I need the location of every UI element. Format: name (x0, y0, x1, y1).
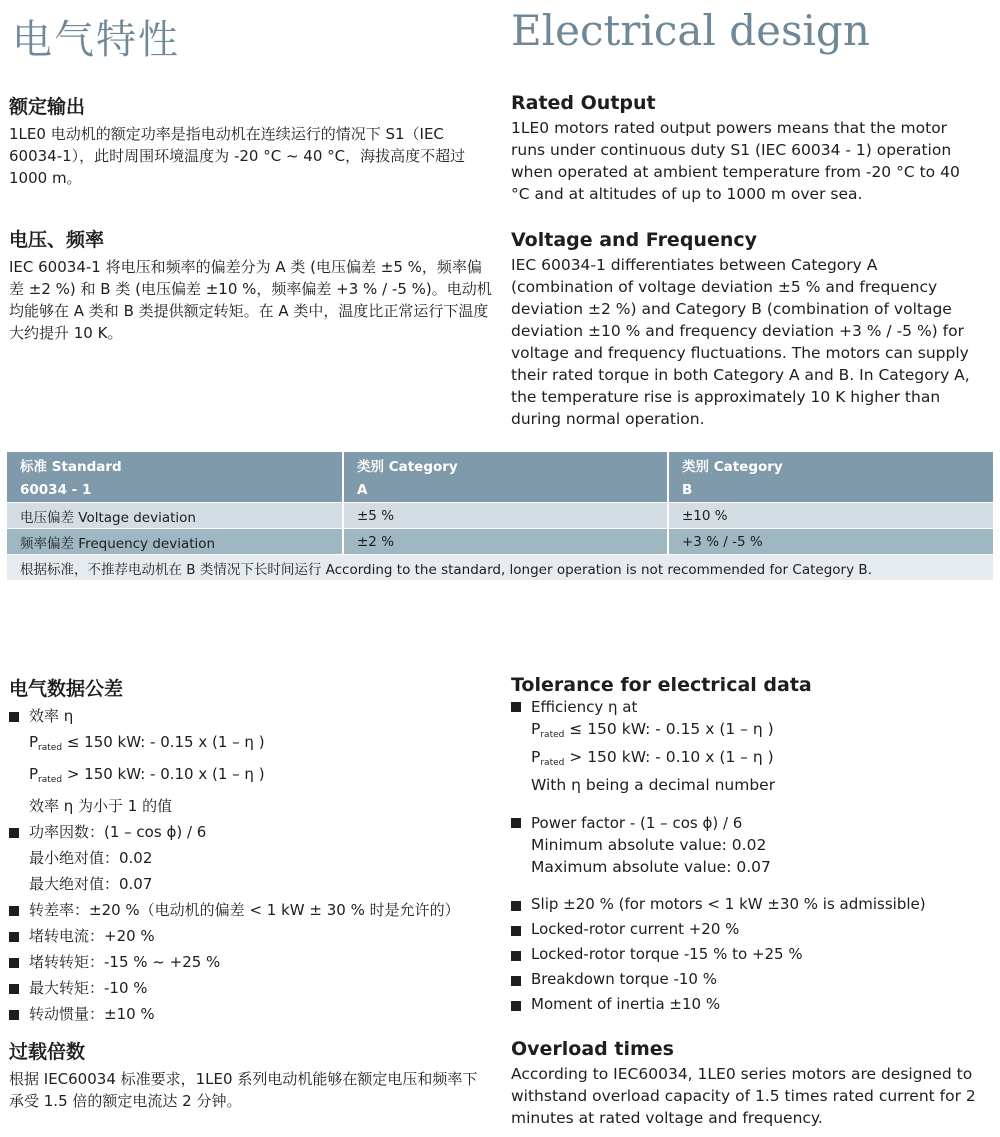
overload-cn-section (9, 1037, 492, 1112)
efficiency-note-en: With η being a decimal number (531, 776, 776, 794)
rated-output-cn-text: 1LE0 电动机的额定功率是指电动机在连续运行的情况下 S1（IEC 60034-1），此时周围环境温度为 -20 °C ~ 40 °C，海拔高度不超过 1000 m。 (9, 125, 466, 187)
pf-min-en: Minimum absolute value: 0.02 (531, 836, 767, 854)
tolerance-en-heading: Tolerance for electrical data (511, 674, 812, 696)
pf-max-en: Maximum absolute value: 0.07 (531, 858, 771, 876)
voltage-frequency-cn-heading: 电压、频率 (9, 229, 105, 251)
list-item: Power factor - (1 – cos ϕ) / 6 (511, 812, 981, 834)
bullet-square-icon (9, 1010, 19, 1020)
bullet-square-icon (511, 702, 521, 712)
table-row (7, 529, 993, 554)
efficiency-line-2: $P_{rated} > 150$ kW: - 0.10 x (1 – η ) (29, 765, 265, 785)
power-factor-list-en (511, 812, 981, 834)
voltage-frequency-en-section (511, 229, 981, 430)
row-label: 频率偏差 Frequency deviation (7, 529, 344, 554)
list-item: Locked-rotor torque -15 % to +25 % (511, 942, 981, 967)
voltage-frequency-en-heading: Voltage and Frequency (511, 229, 758, 251)
tolerance-cn-items (9, 897, 492, 1027)
page-title-cn: 电气特性 (12, 17, 180, 63)
bullet-square-icon (511, 976, 521, 986)
list-item: Efficiency η at (511, 696, 981, 718)
pf-min: 最小绝对值：0.02 (29, 849, 153, 867)
table-row (7, 503, 993, 528)
overload-cn-heading: 过载倍数 (9, 1041, 86, 1063)
list-item: 功率因数：(1 – cos ϕ) / 6 (9, 819, 492, 845)
tolerance-en-list (511, 696, 981, 718)
overload-en-text: According to IEC60034, 1LE0 series motors are designed to withstand overload capacity of 1.5 times rated current for 2 minutes at rated voltage and frequency. (511, 1065, 976, 1127)
tolerance-cn-section (9, 674, 492, 1027)
list-item: 转差率：±20 %（电动机的偏差 < 1 kW ± 30 % 时是允许的） (9, 897, 492, 923)
page-title-en: Electrical design (511, 6, 870, 55)
efficiency-line-2-en: $P_{rated} > 150$ kW: - 0.10 x (1 – η ) (531, 748, 774, 768)
row-label: 电压偏差 Voltage deviation (7, 503, 344, 528)
table-note-row (7, 555, 993, 580)
bullet-square-icon (511, 1001, 521, 1011)
power-factor-list (9, 819, 492, 845)
list-item: 转动惯量：±10 % (9, 1001, 492, 1027)
list-item: Moment of inertia ±10 % (511, 992, 981, 1017)
tolerance-en-items (511, 892, 981, 1017)
table-note: 根据标准，不推荐电动机在 B 类情况下长时间运行 According to the standard, longer operation is not recommended for Category B. (20, 561, 872, 578)
rated-output-en-heading: Rated Output (511, 92, 656, 114)
bullet-square-icon (511, 818, 521, 828)
row-value-a: ±5 % (344, 503, 669, 528)
rated-output-en-section (511, 92, 981, 205)
deviation-table (7, 452, 993, 580)
rated-output-en-text: 1LE0 motors rated output powers means that the motor runs under continuous duty S1 (IEC 60034 - 1) operation when operated at ambient temperature from -20 °C to 40 °C and at altitudes of up to 1000 m over sea. (511, 119, 960, 203)
row-value-b: +3 % / -5 % (682, 533, 763, 550)
header-standard-number: 60034 - 1 (7, 477, 344, 502)
bullet-square-icon (9, 932, 19, 942)
rated-output-cn-heading: 额定输出 (9, 96, 86, 118)
overload-en-heading: Overload times (511, 1038, 674, 1060)
tolerance-cn-list (9, 703, 492, 729)
bullet-square-icon (511, 901, 521, 911)
list-item: 堵转电流：+20 % (9, 923, 492, 949)
efficiency-line-1: $P_{rated} \le 150$ kW: - 0.15 x (1 – η ) (29, 733, 265, 753)
list-item: Slip ±20 % (for motors < 1 kW ±30 % is admissible) (511, 892, 981, 917)
pf-max: 最大绝对值：0.07 (29, 875, 153, 893)
efficiency-note: 效率 η 为小于 1 的值 (29, 797, 173, 815)
bullet-square-icon (511, 926, 521, 936)
row-value-a: ±2 % (344, 529, 669, 554)
tolerance-cn-heading: 电气数据公差 (9, 678, 124, 700)
tolerance-en-section (511, 674, 981, 1017)
row-value-b: ±10 % (682, 507, 728, 524)
bullet-square-icon (9, 958, 19, 968)
bullet-square-icon (511, 951, 521, 961)
header-b: B (682, 481, 693, 498)
list-item: 最大转矩：-10 % (9, 975, 492, 1001)
bullet-square-icon (9, 828, 19, 838)
header-category-a: 类别 Category (344, 452, 669, 477)
header-a: A (344, 477, 669, 502)
voltage-frequency-cn-text: IEC 60034-1 将电压和频率的偏差分为 A 类 (电压偏差 ±5 %，频率偏差 ±2 %) 和 B 类 (电压偏差 ±10 %，频率偏差 +3 % / -5 %)。电动机均能够在 A 类和 B 类提供额定转矩。在 A 类中，温度比正常运行下温度大约提升 10 K。 (9, 258, 492, 342)
list-item: Breakdown torque -10 % (511, 967, 981, 992)
overload-cn-text: 根据 IEC60034 标准要求，1LE0 系列电动机能够在额定电压和频率下承受 1.5 倍的额定电流达 2 分钟。 (9, 1070, 478, 1110)
voltage-frequency-cn-section (9, 225, 492, 344)
table-header (7, 452, 993, 502)
overload-en-section (511, 1038, 981, 1129)
bullet-square-icon (9, 984, 19, 994)
voltage-frequency-en-text: IEC 60034-1 differentiates between Category A (combination of voltage deviation ±5 % and frequency deviation ±2 %) and Category B (combination of voltage deviation ±10 % and frequency deviation +3 % / -5 %) for voltage and frequency fluctuations. The motors can supply their rated torque in both Category A and B. In Category A, the temperature rise is approximately 10 K higher than during normal operation. (511, 256, 970, 428)
bullet-square-icon (9, 712, 19, 722)
efficiency-line-1-en: $P_{rated} \le 150$ kW: - 0.15 x (1 – η ) (531, 720, 774, 740)
list-item: 效率 η (9, 703, 492, 729)
list-item: Locked-rotor current +20 % (511, 917, 981, 942)
header-standard: 标准 Standard (7, 452, 344, 477)
bullet-square-icon (9, 906, 19, 916)
list-item: 堵转转矩：-15 % ~ +25 % (9, 949, 492, 975)
header-category-b: 类别 Category (682, 458, 783, 475)
rated-output-cn-section (9, 92, 492, 189)
